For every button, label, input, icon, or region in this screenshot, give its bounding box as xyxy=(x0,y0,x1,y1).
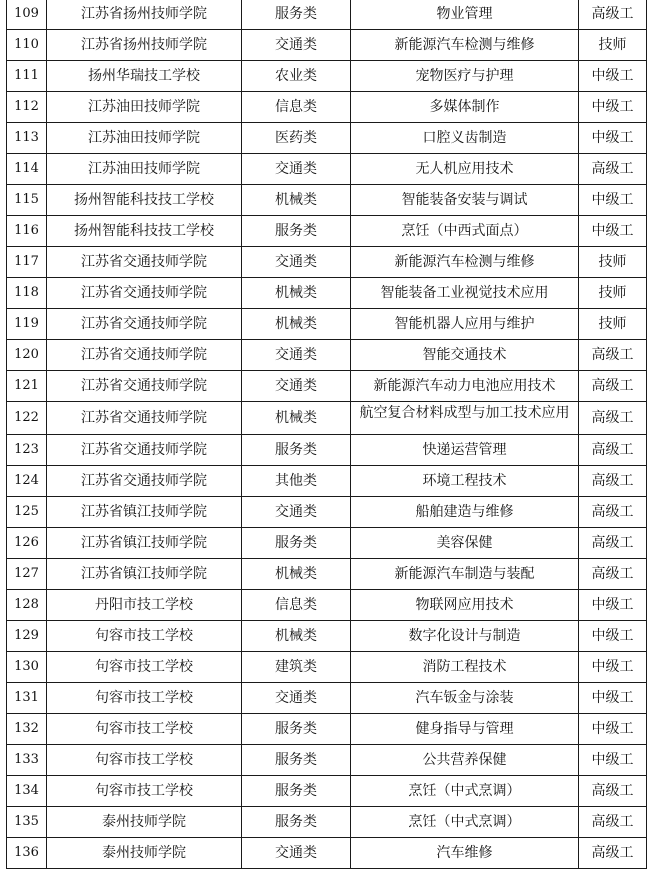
level-cell: 高级工 xyxy=(579,371,647,402)
level-cell: 中级工 xyxy=(579,216,647,247)
category-cell: 服务类 xyxy=(242,807,351,838)
school-name-cell: 江苏省交通技师学院 xyxy=(47,466,242,497)
row-number-cell: 135 xyxy=(7,807,47,838)
major-name-cell: 公共营养保健 xyxy=(351,745,579,776)
school-name-cell: 泰州技师学院 xyxy=(47,807,242,838)
table-row xyxy=(7,745,647,776)
major-name-cell: 新能源汽车检测与维修 xyxy=(351,247,579,278)
level-cell: 高级工 xyxy=(579,0,647,30)
category-cell: 农业类 xyxy=(242,61,351,92)
table-row xyxy=(7,30,647,61)
level-cell: 高级工 xyxy=(579,154,647,185)
major-name-cell: 新能源汽车检测与维修 xyxy=(351,30,579,61)
category-cell: 建筑类 xyxy=(242,652,351,683)
category-cell: 机械类 xyxy=(242,185,351,216)
table-row xyxy=(7,247,647,278)
category-cell: 服务类 xyxy=(242,528,351,559)
row-number-cell: 112 xyxy=(7,92,47,123)
school-name-cell: 江苏省交通技师学院 xyxy=(47,247,242,278)
category-cell: 服务类 xyxy=(242,216,351,247)
category-cell: 交通类 xyxy=(242,30,351,61)
major-name-cell: 智能装备工业视觉技术应用 xyxy=(351,278,579,309)
category-cell: 机械类 xyxy=(242,559,351,590)
major-name-cell: 烹饪（中西式面点） xyxy=(351,216,579,247)
school-name-cell: 丹阳市技工学校 xyxy=(47,590,242,621)
category-cell: 机械类 xyxy=(242,278,351,309)
category-cell: 交通类 xyxy=(242,838,351,869)
table-row xyxy=(7,497,647,528)
category-cell: 服务类 xyxy=(242,776,351,807)
table-row xyxy=(7,123,647,154)
row-number-cell: 115 xyxy=(7,185,47,216)
school-name-cell: 江苏油田技师学院 xyxy=(47,123,242,154)
school-name-cell: 江苏省镇江技师学院 xyxy=(47,559,242,590)
category-cell: 交通类 xyxy=(242,154,351,185)
major-name-cell: 物联网应用技术 xyxy=(351,590,579,621)
level-cell: 高级工 xyxy=(579,497,647,528)
level-cell: 技师 xyxy=(579,278,647,309)
school-name-cell: 句容市技工学校 xyxy=(47,621,242,652)
majors-table xyxy=(6,0,647,869)
major-name-cell: 快递运营管理 xyxy=(351,435,579,466)
level-cell: 中级工 xyxy=(579,92,647,123)
category-cell: 交通类 xyxy=(242,683,351,714)
major-name-cell: 智能装备安装与调试 xyxy=(351,185,579,216)
category-cell: 信息类 xyxy=(242,92,351,123)
row-number-cell: 132 xyxy=(7,714,47,745)
table-row xyxy=(7,309,647,340)
row-number-cell: 119 xyxy=(7,309,47,340)
school-name-cell: 句容市技工学校 xyxy=(47,714,242,745)
level-cell: 高级工 xyxy=(579,838,647,869)
category-cell: 交通类 xyxy=(242,247,351,278)
category-cell: 机械类 xyxy=(242,402,351,435)
school-name-cell: 扬州智能科技技工学校 xyxy=(47,185,242,216)
row-number-cell: 129 xyxy=(7,621,47,652)
row-number-cell: 109 xyxy=(7,0,47,30)
table-row xyxy=(7,92,647,123)
major-name-cell: 新能源汽车动力电池应用技术 xyxy=(351,371,579,402)
major-name-cell: 智能机器人应用与维护 xyxy=(351,309,579,340)
row-number-cell: 114 xyxy=(7,154,47,185)
category-cell: 交通类 xyxy=(242,340,351,371)
major-name-cell: 汽车钣金与涂装 xyxy=(351,683,579,714)
level-cell: 高级工 xyxy=(579,340,647,371)
major-name-cell: 物业管理 xyxy=(351,0,579,30)
school-name-cell: 江苏省交通技师学院 xyxy=(47,435,242,466)
level-cell: 高级工 xyxy=(579,559,647,590)
table-row xyxy=(7,371,647,402)
major-name-cell: 健身指导与管理 xyxy=(351,714,579,745)
row-number-cell: 130 xyxy=(7,652,47,683)
major-name-cell: 船舶建造与维修 xyxy=(351,497,579,528)
level-cell: 中级工 xyxy=(579,683,647,714)
row-number-cell: 110 xyxy=(7,30,47,61)
level-cell: 中级工 xyxy=(579,745,647,776)
level-cell: 技师 xyxy=(579,309,647,340)
row-number-cell: 118 xyxy=(7,278,47,309)
level-cell: 中级工 xyxy=(579,185,647,216)
school-name-cell: 江苏省交通技师学院 xyxy=(47,402,242,435)
table-row xyxy=(7,838,647,869)
row-number-cell: 125 xyxy=(7,497,47,528)
school-name-cell: 江苏省扬州技师学院 xyxy=(47,30,242,61)
major-name-cell: 烹饪（中式烹调） xyxy=(351,807,579,838)
row-number-cell: 121 xyxy=(7,371,47,402)
table-row xyxy=(7,621,647,652)
school-name-cell: 扬州智能科技技工学校 xyxy=(47,216,242,247)
row-number-cell: 124 xyxy=(7,466,47,497)
school-name-cell: 江苏省扬州技师学院 xyxy=(47,0,242,30)
row-number-cell: 131 xyxy=(7,683,47,714)
level-cell: 技师 xyxy=(579,247,647,278)
table-row xyxy=(7,652,647,683)
major-name-cell: 数字化设计与制造 xyxy=(351,621,579,652)
school-name-cell: 句容市技工学校 xyxy=(47,776,242,807)
table-row xyxy=(7,61,647,92)
school-name-cell: 江苏省交通技师学院 xyxy=(47,340,242,371)
row-number-cell: 116 xyxy=(7,216,47,247)
level-cell: 中级工 xyxy=(579,621,647,652)
table-row xyxy=(7,466,647,497)
row-number-cell: 127 xyxy=(7,559,47,590)
school-name-cell: 江苏省镇江技师学院 xyxy=(47,497,242,528)
major-name-cell: 汽车维修 xyxy=(351,838,579,869)
table-row xyxy=(7,776,647,807)
table-row xyxy=(7,683,647,714)
category-cell: 交通类 xyxy=(242,371,351,402)
row-number-cell: 136 xyxy=(7,838,47,869)
category-cell: 服务类 xyxy=(242,745,351,776)
category-cell: 服务类 xyxy=(242,714,351,745)
table-row xyxy=(7,340,647,371)
row-number-cell: 128 xyxy=(7,590,47,621)
level-cell: 高级工 xyxy=(579,807,647,838)
school-name-cell: 句容市技工学校 xyxy=(47,745,242,776)
level-cell: 高级工 xyxy=(579,776,647,807)
row-number-cell: 111 xyxy=(7,61,47,92)
table-row xyxy=(7,559,647,590)
category-cell: 机械类 xyxy=(242,309,351,340)
table-row xyxy=(7,216,647,247)
school-name-cell: 句容市技工学校 xyxy=(47,683,242,714)
major-name-cell: 航空复合材料成型与加工技术应用 xyxy=(351,402,579,435)
school-name-cell: 句容市技工学校 xyxy=(47,652,242,683)
table-row xyxy=(7,435,647,466)
school-name-cell: 江苏油田技师学院 xyxy=(47,92,242,123)
school-name-cell: 江苏油田技师学院 xyxy=(47,154,242,185)
level-cell: 中级工 xyxy=(579,714,647,745)
level-cell: 中级工 xyxy=(579,652,647,683)
school-name-cell: 泰州技师学院 xyxy=(47,838,242,869)
row-number-cell: 117 xyxy=(7,247,47,278)
table-row xyxy=(7,590,647,621)
major-name-cell: 新能源汽车制造与装配 xyxy=(351,559,579,590)
level-cell: 高级工 xyxy=(579,528,647,559)
level-cell: 技师 xyxy=(579,30,647,61)
major-name-cell: 智能交通技术 xyxy=(351,340,579,371)
table-row xyxy=(7,714,647,745)
table-row xyxy=(7,185,647,216)
category-cell: 信息类 xyxy=(242,590,351,621)
category-cell: 交通类 xyxy=(242,497,351,528)
row-number-cell: 133 xyxy=(7,745,47,776)
row-number-cell: 123 xyxy=(7,435,47,466)
school-name-cell: 江苏省交通技师学院 xyxy=(47,371,242,402)
major-name-cell: 烹饪（中式烹调） xyxy=(351,776,579,807)
major-name-cell: 美容保健 xyxy=(351,528,579,559)
table-row xyxy=(7,528,647,559)
school-name-cell: 江苏省交通技师学院 xyxy=(47,309,242,340)
category-cell: 机械类 xyxy=(242,621,351,652)
school-name-cell: 江苏省镇江技师学院 xyxy=(47,528,242,559)
row-number-cell: 122 xyxy=(7,402,47,435)
table-row xyxy=(7,154,647,185)
level-cell: 中级工 xyxy=(579,61,647,92)
category-cell: 其他类 xyxy=(242,466,351,497)
table-body xyxy=(7,0,647,869)
row-number-cell: 113 xyxy=(7,123,47,154)
level-cell: 高级工 xyxy=(579,435,647,466)
category-cell: 服务类 xyxy=(242,0,351,30)
major-name-cell: 无人机应用技术 xyxy=(351,154,579,185)
major-name-cell: 口腔义齿制造 xyxy=(351,123,579,154)
row-number-cell: 120 xyxy=(7,340,47,371)
level-cell: 高级工 xyxy=(579,402,647,435)
table-row xyxy=(7,0,647,30)
major-name-cell: 多媒体制作 xyxy=(351,92,579,123)
major-name-cell: 宠物医疗与护理 xyxy=(351,61,579,92)
table-row xyxy=(7,278,647,309)
row-number-cell: 134 xyxy=(7,776,47,807)
school-name-cell: 扬州华瑞技工学校 xyxy=(47,61,242,92)
category-cell: 服务类 xyxy=(242,435,351,466)
school-name-cell: 江苏省交通技师学院 xyxy=(47,278,242,309)
level-cell: 中级工 xyxy=(579,590,647,621)
table-row xyxy=(7,402,647,435)
level-cell: 中级工 xyxy=(579,123,647,154)
major-name-cell: 消防工程技术 xyxy=(351,652,579,683)
row-number-cell: 126 xyxy=(7,528,47,559)
major-name-cell: 环境工程技术 xyxy=(351,466,579,497)
level-cell: 高级工 xyxy=(579,466,647,497)
table-row xyxy=(7,807,647,838)
category-cell: 医药类 xyxy=(242,123,351,154)
